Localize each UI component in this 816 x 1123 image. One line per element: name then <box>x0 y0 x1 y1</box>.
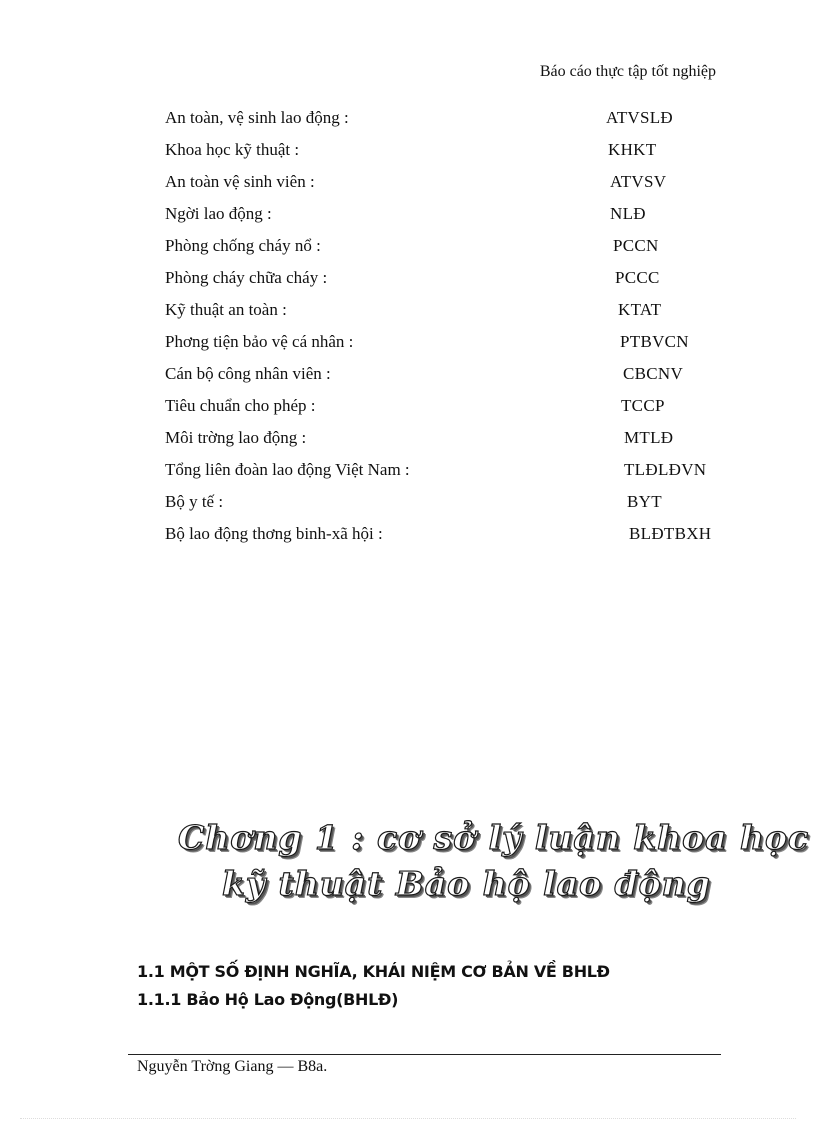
abbreviation-code: ATVSLĐ <box>606 108 673 127</box>
subsection-heading: 1.1.1 Bảo Hộ Lao Động(BHLĐ) <box>137 990 399 1009</box>
abbreviation-code: PCCC <box>615 268 660 287</box>
abbreviation-term: Tổng liên đoàn lao động Việt Nam : <box>165 460 410 479</box>
abbreviation-code: KTAT <box>618 300 662 319</box>
abbreviation-term: Phơng tiện bảo vệ cá nhân : <box>165 332 354 351</box>
abbreviation-list <box>0 108 816 556</box>
abbreviation-code: TCCP <box>621 396 665 415</box>
abbreviation-code: BLĐTBXH <box>629 524 712 543</box>
abbreviation-row <box>0 364 816 396</box>
abbreviation-row <box>0 300 816 332</box>
abbreviation-row <box>0 332 816 364</box>
abbreviation-code: CBCNV <box>623 364 684 383</box>
abbreviation-term: Bộ y tế : <box>165 492 224 511</box>
abbreviation-row <box>0 172 816 204</box>
abbreviation-code: PTBVCN <box>620 332 689 351</box>
page-bottom-dotted-line <box>20 1118 796 1119</box>
abbreviation-row <box>0 140 816 172</box>
chapter-title-line-2: kỹ thuật Bảo hộ lao động <box>222 864 711 903</box>
abbreviation-row <box>0 460 816 492</box>
abbreviation-row <box>0 428 816 460</box>
abbreviation-code: PCCN <box>613 236 659 255</box>
abbreviation-term: Bộ lao động thơng binh-xã hội : <box>165 524 383 543</box>
abbreviation-code: TLĐLĐVN <box>624 460 707 479</box>
abbreviation-row <box>0 236 816 268</box>
abbreviation-row <box>0 204 816 236</box>
abbreviation-term: An toàn vệ sinh viên : <box>165 172 315 191</box>
abbreviation-term: An toàn, vệ sinh lao động : <box>165 108 349 127</box>
abbreviation-term: Phòng chống cháy nổ : <box>165 236 321 255</box>
running-header: Báo cáo thực tập tốt nghiệp <box>539 63 716 80</box>
abbreviation-row <box>0 268 816 300</box>
abbreviation-term: Cán bộ công nhân viên : <box>165 364 331 383</box>
section-heading: 1.1 MỘT SỐ ĐỊNH NGHĨA, KHÁI NIỆM CƠ BẢN VỀ BHLĐ <box>137 962 610 981</box>
abbreviation-term: Tiêu chuẩn cho phép : <box>165 396 316 415</box>
abbreviation-row <box>0 524 816 556</box>
abbreviation-row <box>0 396 816 428</box>
chapter-title-line-1: Chơng 1 : cơ sở lý luận khoa học <box>178 818 810 857</box>
abbreviation-term: Phòng cháy chữa cháy : <box>165 268 328 287</box>
abbreviation-term: Môi trờng lao động : <box>165 428 307 447</box>
abbreviation-code: BYT <box>627 492 662 511</box>
abbreviation-row <box>0 492 816 524</box>
footer-divider <box>128 1054 721 1055</box>
abbreviation-term: Kỹ thuật an toàn : <box>165 300 287 319</box>
abbreviation-row <box>0 108 816 140</box>
abbreviation-term: Khoa học kỹ thuật : <box>165 140 300 159</box>
abbreviation-code: MTLĐ <box>624 428 674 447</box>
abbreviation-code: KHKT <box>608 140 657 159</box>
abbreviation-code: NLĐ <box>610 204 646 223</box>
footer-author: Nguyễn Trờng Giang — B8a. <box>137 1058 328 1075</box>
abbreviation-code: ATVSV <box>610 172 667 191</box>
abbreviation-term: Ngời lao động : <box>165 204 272 223</box>
